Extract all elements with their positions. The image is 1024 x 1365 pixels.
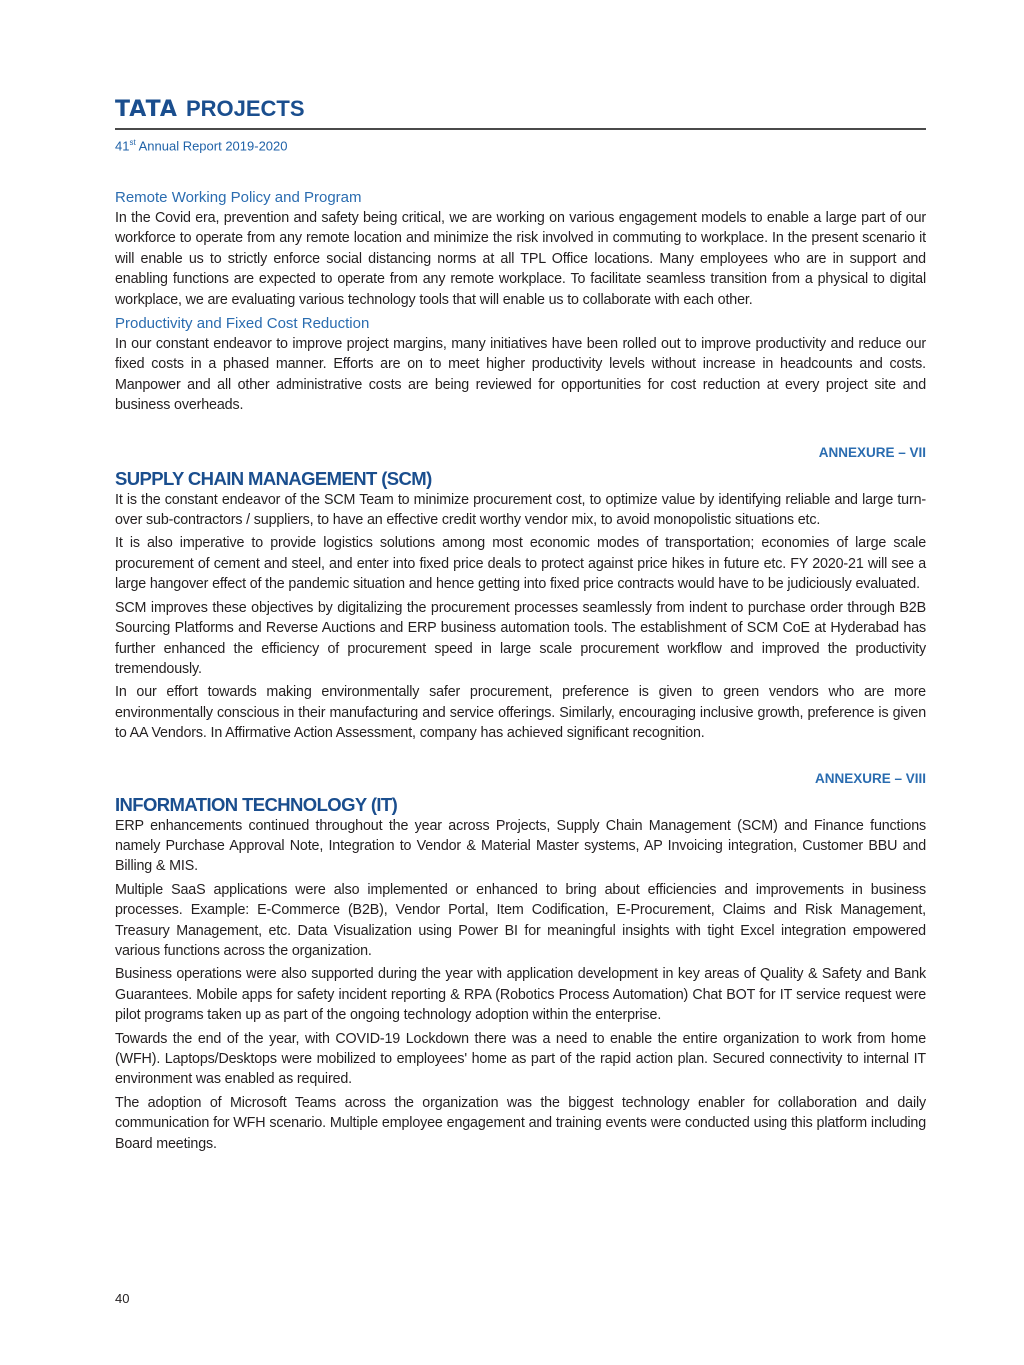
scm-paragraph-3: SCM improves these objectives by digitalizing the procurement processes seamlessly from indent to purchase order through B2B Sourcing Platforms and Reverse Auctions and ERP business automation tools. The establishment of SCM CoE at Hyderabad has further enhanced the efficiency of procurement speed in large scale procurement workflow and improved the productivity tremendously. <box>115 599 926 677</box>
it-paragraph-4: Towards the end of the year, with COVID-19 Lockdown there was a need to enable the entire organization to work from home (WFH). Laptops/Desktops were mobilized to employees' home as part of the rapid action plan. Secured connectivity to internal IT environment was enabled as required. <box>115 1030 926 1088</box>
page-content <box>115 188 926 1154</box>
logo-tata: TATA <box>115 97 178 122</box>
it-paragraph-1: ERP enhancements continued throughout the year across Projects, Supply Chain Management (SCM) and Finance functions namely Purchase Approval Note, Integration to Vendor & Material Master systems, AP Invoicing integration, Customer BBU and Billing & MIS. <box>115 817 926 875</box>
it-paragraph-5: The adoption of Microsoft Teams across the organization was the biggest technology enabler for collaboration and daily communication for WFH scenario. Multiple employee engagement and training events were conducted using this platform including Board meetings. <box>115 1094 926 1152</box>
report-name: Annual Report 2019-2020 <box>135 138 288 154</box>
it-heading: INFORMATION TECHNOLOGY (IT) <box>115 793 398 815</box>
scm-paragraph-2: It is also imperative to provide logistics solutions among most economic modes of transportation; economies of large scale procurement of cement and steel, and enter into fixed price deals to protect against price hikes in future etc. FY 2020-21 will see a large hangover effect of the pandemic situation and hence getting into fixed price contracts would have to be judiciously evaluated. <box>115 535 926 593</box>
remote-working-paragraph: In the Covid era, prevention and safety being critical, we are working on various engagement models to enable a large part of our workforce to operate from any remote location and minimize the risk involved in commuting to workplace. In the present scenario it will enable us to strictly enforce social distancing norms at all TPL Office locations. Many employees who are in support and enabling functions are expected to operate from any remote workplace. To facilitate seamless transition from a physical to digital workplace, we are evaluating various technology tools that will enable us to collaborate with each other. <box>115 210 926 308</box>
page-header <box>115 96 926 153</box>
scm-paragraph-4: In our effort towards making environmentally safer procurement, preference is given to green vendors who are more environmentally conscious in their manufacturing and service offerings. Similarly, encouraging inclusive growth, preference is given to AA Vendors. In Affirmative Action Assessment, company has achieved significant recognition. <box>115 684 926 742</box>
report-number: 41 <box>115 138 130 154</box>
productivity-paragraph: In our constant endeavor to improve project margins, many initiatives have been rolled out to improve productivity and reduce our fixed costs in a phased manner. Efforts are on to meet higher productivity levels without increase in headcounts and costs. Manpower and all other administrative costs are being reviewed for opportunities for cost reduction at every project site and business overheads. <box>115 336 926 414</box>
remote-working-heading: Remote Working Policy and Program <box>115 189 362 206</box>
page-number: 40 <box>115 1291 130 1306</box>
logo-projects: PROJECTS <box>185 96 305 121</box>
annexure-viii-label: ANNEXURE – VIII <box>814 770 926 786</box>
annexure-vii-label: ANNEXURE – VII <box>818 444 926 460</box>
scm-heading: SUPPLY CHAIN MANAGEMENT (SCM) <box>115 467 432 489</box>
header-rule <box>115 128 926 130</box>
tata-projects-logo <box>115 96 926 122</box>
productivity-heading: Productivity and Fixed Cost Reduction <box>115 315 370 333</box>
report-title <box>115 138 926 153</box>
it-paragraph-2: Multiple SaaS applications were also implemented or enhanced to bring about efficiencies and improvements in business processes. Example: E-Commerce (B2B), Vendor Portal, Item Codification, E-Procurement, Claims and Risk Management, Treasury Management, etc. Data Visualization using Power BI for meaningful insights with tight Excel integration empowered various functions across the organization. <box>115 881 926 959</box>
scm-paragraph-1: It is the constant endeavor of the SCM Team to minimize procurement cost, to optimize value by identifying reliable and large turn-over sub-contractors / suppliers, to have an effective credit worthy vendor mix, to avoid monopolistic situations etc. <box>115 491 926 529</box>
report-ordinal: st <box>129 138 136 147</box>
it-paragraph-3: Business operations were also supported during the year with application development in key areas of Quality & Safety and Bank Guarantees. Mobile apps for safety incident reporting & RPA (Robotics Process Automation) Chat BOT for IT service request were pilot programs taken up as part of the ongoing technology adoption within the enterprise. <box>115 966 926 1024</box>
